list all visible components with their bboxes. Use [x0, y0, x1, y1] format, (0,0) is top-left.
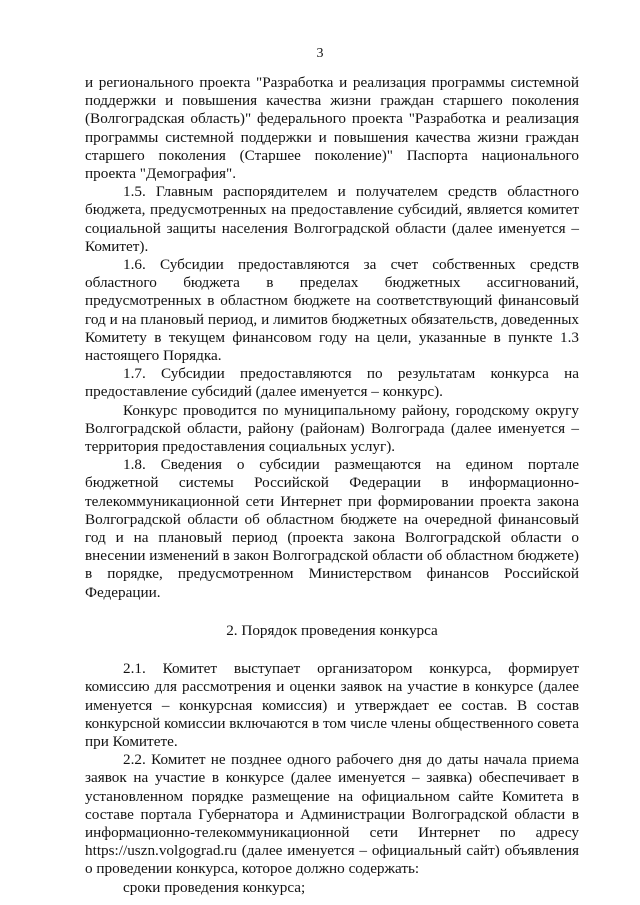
paragraph-1-5: 1.5. Главным распорядителем и получателем средств областного бюджета, предусмотренных на предоставление субсидий, является комитет социальной защиты населения Волгоградской области (далее именуется – Комитет). — [85, 183, 579, 255]
paragraph-1-8: 1.8. Сведения о субсидии размещаются на едином портале бюджетной системы Российской Федерации в информационно-телекоммуникационной сети Интернет при формировании проекта закона Волгоградской области об областном бюджете на очередной финансовый год и на плановый период (проекта закона Волгоградской области о внесении изменений в закон Волгоградской области об областном бюджете) в порядке, предусмотренном Министерством финансов Российской Федерации. — [85, 456, 579, 601]
paragraph-1-6: 1.6. Субсидии предоставляются за счет собственных средств областного бюджета в пределах бюджетных ассигнований, предусмотренных в областном бюджете на соответствующий финансовый год и на плановый период, и лимитов бюджетных обязательств, доведенных Комитету в текущем финансовом году на цели, указанные в пункте 1.3 настоящего Порядка. — [85, 256, 579, 365]
paragraph-2-2: 2.2. Комитет не позднее одного рабочего дня до даты начала приема заявок на участие в конкурсе (далее именуется – заявка) обеспечивает в установленном порядке размещение на официальном сайте Комитета в составе портала Губернатора и Администрации Волгоградской области в информационно-телекоммуникационной сети Интернет по адресу https://uszn.volgograd.ru (далее именуется – официальный сайт) объявления о проведении конкурса, которое должно содержать: — [85, 751, 579, 878]
paragraph-1-7: 1.7. Субсидии предоставляются по результатам конкурса на предоставление субсидий (далее именуется – конкурс). — [85, 365, 579, 401]
page-number: 3 — [316, 46, 324, 61]
paragraph-continuation: и регионального проекта "Разработка и реализация программы системной поддержки и повышения качества жизни граждан старшего поколения (Волгоградская область)" федерального проекта "Разработка и реализация программы системной поддержки и повышения качества жизни граждан старшего поколения (Старшее поколение)" Паспорта национального проекта "Демография". — [85, 74, 579, 183]
paragraph-contest-territory: Конкурс проводится по муниципальному району, городскому округу Волгоградской области, району (районам) Волгограда (далее именуется – территория предоставления социальных услуг). — [85, 401, 579, 456]
paragraph-contest-dates: сроки проведения конкурса; — [123, 878, 306, 896]
paragraph-2-1: 2.1. Комитет выступает организатором конкурса, формирует комиссию для рассмотрения и оценки заявок на участие в конкурсе (далее именуется – конкурсная комиссия) и утверждает ее состав. В состав конкурсной комиссии включаются в том числе члены общественного совета при Комитете. — [85, 660, 579, 750]
section-heading: 2. Порядок проведения конкурса — [226, 621, 438, 639]
document-body — [85, 74, 579, 897]
